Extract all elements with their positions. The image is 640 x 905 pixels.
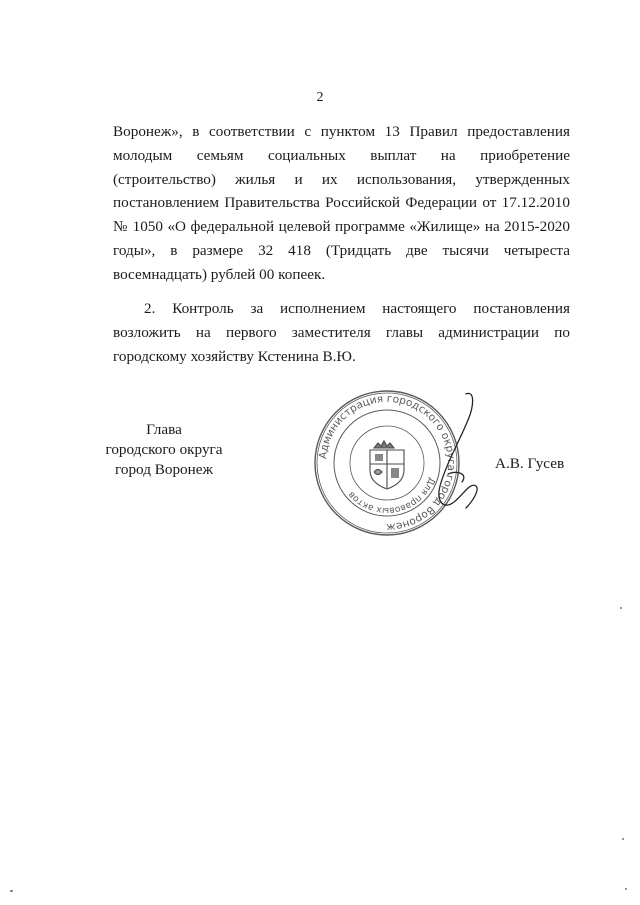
scan-speck bbox=[620, 607, 622, 609]
signatory-title-line-2: городского округа bbox=[105, 441, 223, 458]
signatory-title bbox=[100, 420, 228, 480]
scan-speck bbox=[625, 888, 627, 890]
seal-outer-text: Администрация городского округа город Воронеж bbox=[317, 392, 458, 534]
page-number: 2 bbox=[316, 90, 324, 105]
body-paragraph-1: Воронеж», в соответствии с пунктом 13 Правил предоставления молодым семьям социальных выплат на приобретение (строительство) жилья и их использования, утвержденных постановлением Правительства Российской Федерации от 17.12.2010 № 1050 «О федеральной целевой программе «Жилище» на 2015-2020 годы», в размере 32 418 (Тридцать две тысячи четыреста восемнадцать) рублей 00 копеек. bbox=[113, 123, 570, 283]
handwritten-signature bbox=[400, 390, 500, 530]
signatory-title-line-3: город Воронеж bbox=[115, 461, 213, 478]
signatory-name: А.В. Гусев bbox=[495, 455, 565, 472]
scan-speck bbox=[10, 890, 13, 892]
seal-inner-text: Для правовых актов bbox=[346, 475, 437, 516]
signatory-title-line-1: Глава bbox=[146, 421, 182, 438]
scan-speck bbox=[622, 838, 624, 840]
coat-of-arms-emblem bbox=[370, 441, 404, 489]
body-paragraph-2: 2. Контроль за исполнением настоящего постановления возложить на первого заместителя главы администрации по городскому хозяйству Кстенина В.Ю. bbox=[113, 300, 570, 365]
